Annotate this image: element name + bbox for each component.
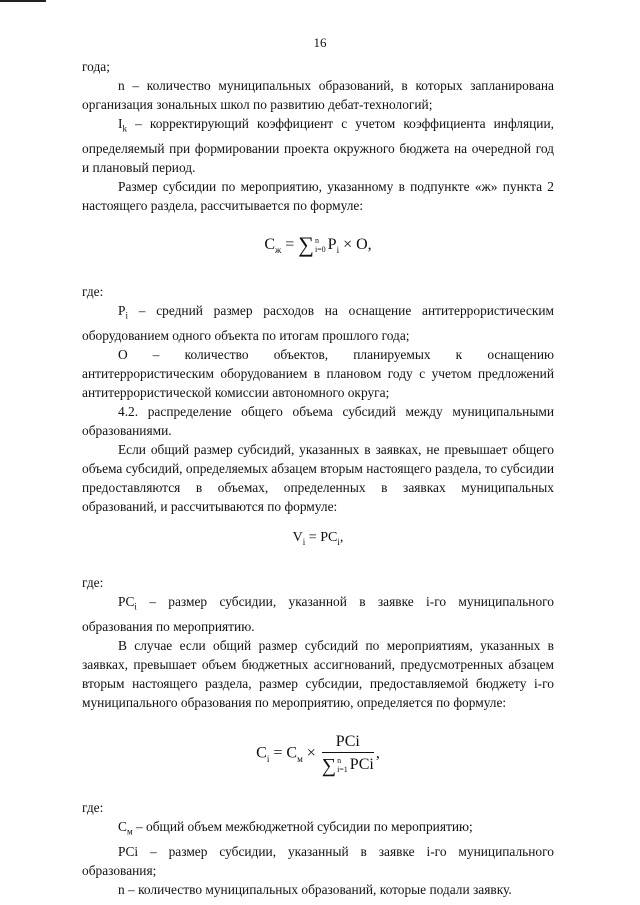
paragraph-text: – средний размер расходов на оснащение антитеррористическим оборудованием одного объекта по итогам прошлого года;	[82, 302, 554, 343]
paragraph: Размер субсидии по мероприятию, указанному в подпункте «ж» пункта 2 настоящего раздела, рассчитывается по формуле:	[82, 178, 554, 213]
sum-symbol: ∑	[321, 755, 337, 777]
paragraph	[82, 301, 554, 345]
symbol: P	[118, 302, 126, 318]
paragraph: O – количество объектов, планируемых к оснащению антитеррористическим оборудованием в плановом году с учетом предложений антитеррористической комиссии автономного округа;	[82, 346, 554, 400]
symbol-subscript: i	[125, 310, 128, 321]
paragraph	[82, 114, 554, 177]
paragraph	[82, 817, 554, 842]
document-body	[82, 57, 554, 899]
paragraph-text: – общий объем межбюджетной субсидии по мероприятию;	[132, 819, 473, 834]
fraction-numerator: PCi	[322, 732, 374, 753]
sum-limits: n i=1	[337, 756, 348, 775]
paragraph: PCi – размер субсидии, указанный в заявке i-го муниципального образования;	[82, 843, 554, 878]
where-label: где:	[82, 575, 104, 591]
paragraph-text: – размер субсидии, указанной в заявке i-го муниципального образования по мероприятию.	[82, 594, 554, 634]
symbol-subscript: k	[122, 123, 127, 134]
paragraph: года;	[82, 59, 110, 74]
symbol-subscript: м	[126, 826, 133, 837]
formula-distribution: $C_i = C_м$ × PCi ∑n i=1 PCi ,	[256, 733, 380, 777]
paragraph: 4.2. распределение общего объема субсидий между муниципальными образованиями.	[82, 403, 554, 438]
paragraph-text: – корректирующий коэффициент с учетом коэффициента инфляции, определяемый при формировании проекта окружного бюджета на очередной год и плановый период.	[82, 116, 554, 175]
formula-volume: $V_i = PC_i$,	[292, 529, 344, 547]
symbol: I	[118, 116, 123, 131]
symbol-subscript: i	[134, 602, 137, 612]
page-number: 16	[313, 35, 327, 50]
sum-limits: n i=0	[314, 236, 326, 254]
paragraph: Если общий размер субсидий, указанных в заявках, не превышает общего объема субсидий, определяемых абзацем вторым настоящего раздела, то субсидии предоставляются в объемах, определенных в заявках муниципальных образований, и рассчитываются по формуле:	[82, 441, 554, 514]
fraction	[322, 732, 374, 776]
paragraph: n – количество муниципальных образований, в которых запланирована организация зональных школ по развитию дебат-технологий;	[82, 78, 554, 112]
sum-symbol: ∑	[298, 231, 314, 257]
symbol: PC	[118, 594, 135, 610]
where-label: где:	[82, 800, 104, 815]
top-rule	[0, 0, 46, 2]
paragraph	[82, 592, 554, 636]
paragraph: n – количество муниципальных образований, которые подали заявку.	[118, 881, 512, 897]
symbol: C	[118, 819, 127, 834]
formula-subsidy: $C_ж = \sum n$ i=0 $P_i \times O$,	[264, 231, 372, 257]
where-label: где:	[82, 283, 104, 299]
paragraph: В случае если общий размер субсидий по мероприятиям, указанных в заявках, превышает объем бюджетных ассигнований, предусмотренных абзацем вторым настоящего раздела, размер субсидии, предоставляемой бюджету i-го муниципального образования по мероприятию, определяется по формуле:	[82, 638, 554, 710]
fraction-denominator: ∑n i=1 PCi	[321, 755, 374, 777]
